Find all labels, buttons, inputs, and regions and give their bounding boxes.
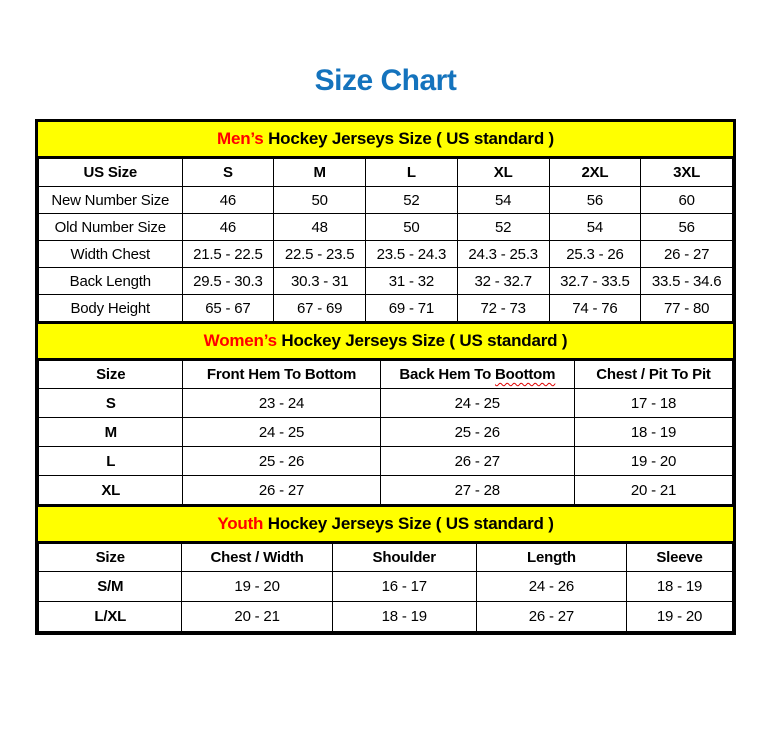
row-label: Back Length [39,268,183,295]
section-banner [38,122,733,158]
table-cell: 25 - 26 [380,418,574,447]
table-row [39,602,733,632]
misspelled-word: Boottom [495,366,556,383]
table-cell: 31 - 32 [366,268,458,295]
section-banner-highlight: Men’s [217,129,264,148]
table-cell: 18 - 19 [332,602,476,632]
table-cell: 32.7 - 33.5 [549,268,641,295]
table-row [39,214,733,241]
row-label: Body Height [39,295,183,322]
column-header: 3XL [641,159,733,187]
table-row [39,447,733,476]
table-cell: 46 [182,214,274,241]
table-cell: 23 - 24 [183,389,380,418]
table-cell: 30.3 - 31 [274,268,366,295]
table-cell: 29.5 - 30.3 [182,268,274,295]
row-label: M [39,418,183,447]
header-row [39,361,733,389]
row-label: L [39,447,183,476]
column-header: M [274,159,366,187]
row-label: XL [39,476,183,505]
section-banner-text: Hockey Jerseys Size ( US standard ) [263,129,554,148]
size-section [38,505,733,632]
table-cell: 74 - 76 [549,295,641,322]
table-cell: 17 - 18 [575,389,733,418]
table-cell: 23.5 - 24.3 [366,241,458,268]
column-header: L [366,159,458,187]
size-section [38,322,733,505]
table-row [39,389,733,418]
row-label: S [39,389,183,418]
column-header: Sleeve [627,544,733,572]
column-header: Chest / Pit To Pit [575,361,733,389]
table-row [39,268,733,295]
row-label: Old Number Size [39,214,183,241]
row-label: S/M [39,572,182,602]
table-cell: 52 [366,187,458,214]
table-cell: 19 - 20 [627,602,733,632]
column-header-text: Back Hem To [399,366,496,383]
table-cell: 26 - 27 [641,241,733,268]
table-row [39,187,733,214]
table-cell: 56 [549,187,641,214]
table-row [39,241,733,268]
column-header [380,361,574,389]
table-cell: 50 [366,214,458,241]
table-cell: 24 - 26 [476,572,626,602]
column-header: Shoulder [332,544,476,572]
table-cell: 50 [274,187,366,214]
column-header: XL [457,159,549,187]
table-cell: 16 - 17 [332,572,476,602]
table-cell: 26 - 27 [380,447,574,476]
table-cell: 60 [641,187,733,214]
size-table [38,158,733,322]
column-header: US Size [39,159,183,187]
size-table [38,543,733,632]
table-cell: 54 [457,187,549,214]
table-cell: 48 [274,214,366,241]
table-cell: 18 - 19 [575,418,733,447]
column-header: Size [39,361,183,389]
table-cell: 21.5 - 22.5 [182,241,274,268]
table-cell: 26 - 27 [476,602,626,632]
table-cell: 65 - 67 [182,295,274,322]
header-row [39,159,733,187]
table-cell: 20 - 21 [182,602,332,632]
table-cell: 56 [641,214,733,241]
table-row [39,572,733,602]
table-cell: 22.5 - 23.5 [274,241,366,268]
section-banner-highlight: Women’s [203,331,277,350]
page-title: Size Chart [314,64,457,97]
table-cell: 32 - 32.7 [457,268,549,295]
column-header: 2XL [549,159,641,187]
table-row [39,476,733,505]
header-row [39,544,733,572]
size-table [38,360,733,505]
table-cell: 67 - 69 [274,295,366,322]
table-cell: 25 - 26 [183,447,380,476]
section-banner-text: Hockey Jerseys Size ( US standard ) [263,514,554,533]
table-cell: 52 [457,214,549,241]
row-label: New Number Size [39,187,183,214]
table-cell: 33.5 - 34.6 [641,268,733,295]
column-header: Chest / Width [182,544,332,572]
table-cell: 77 - 80 [641,295,733,322]
table-cell: 24 - 25 [183,418,380,447]
size-section [38,122,733,322]
table-cell: 18 - 19 [627,572,733,602]
column-header: Size [39,544,182,572]
column-header: Front Hem To Bottom [183,361,380,389]
section-banner-highlight: Youth [217,514,264,533]
section-banner [38,322,733,360]
table-cell: 27 - 28 [380,476,574,505]
size-chart [35,119,736,635]
table-cell: 54 [549,214,641,241]
table-cell: 25.3 - 26 [549,241,641,268]
table-cell: 24 - 25 [380,389,574,418]
table-cell: 19 - 20 [575,447,733,476]
table-row [39,418,733,447]
table-cell: 72 - 73 [457,295,549,322]
table-cell: 19 - 20 [182,572,332,602]
row-label: L/XL [39,602,182,632]
table-cell: 24.3 - 25.3 [457,241,549,268]
section-banner-text: Hockey Jerseys Size ( US standard ) [276,331,568,350]
section-banner [38,505,733,543]
table-cell: 26 - 27 [183,476,380,505]
column-header: Length [476,544,626,572]
table-cell: 20 - 21 [575,476,733,505]
row-label: Width Chest [39,241,183,268]
table-row [39,295,733,322]
column-header: S [182,159,274,187]
table-cell: 46 [182,187,274,214]
table-cell: 69 - 71 [366,295,458,322]
